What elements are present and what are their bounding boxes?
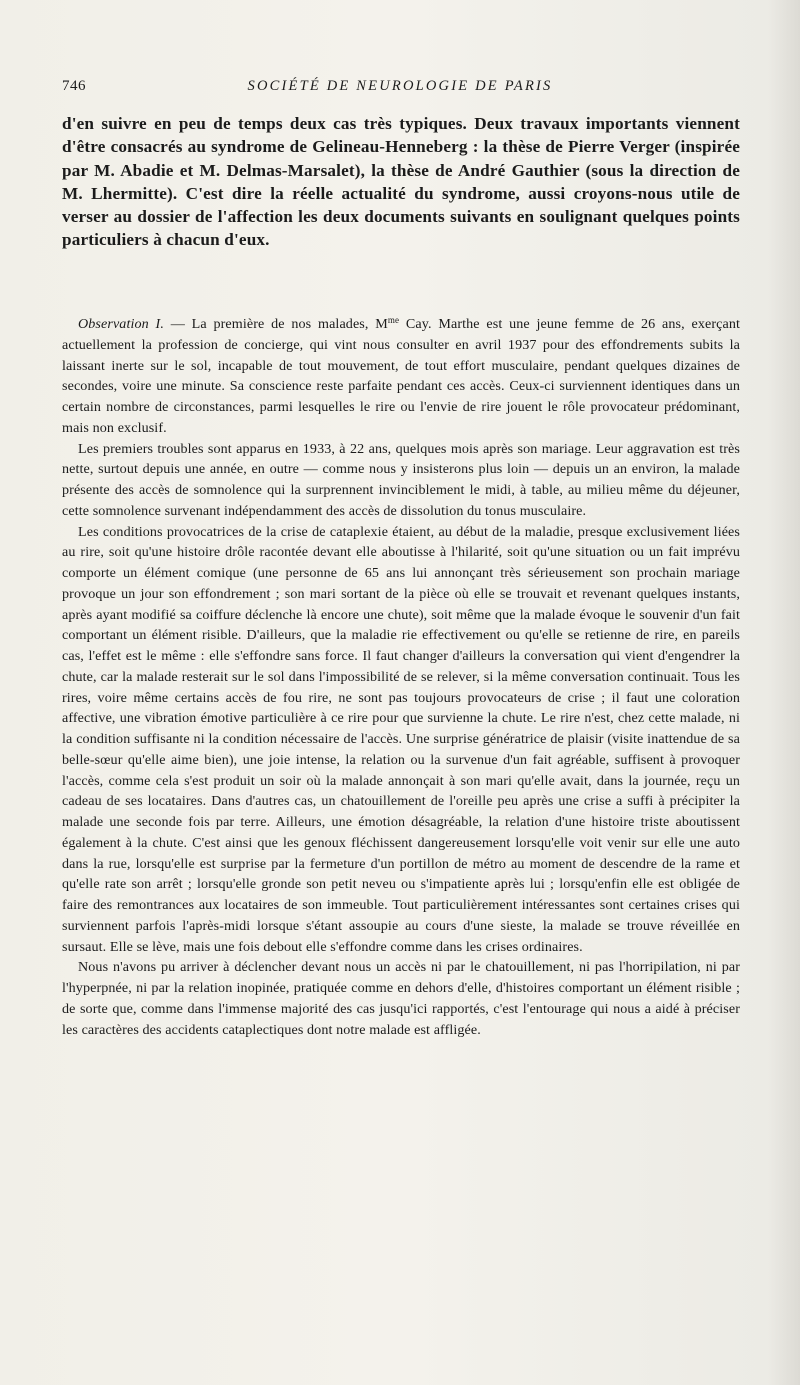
observation-first-paragraph [62,314,740,439]
observation-paragraph: Nous n'avons pu arriver à déclencher devant nous un accès ni par le chatouillement, ni pas l'horripilation, ni par l'hyperpnée, ni par la relation inopinée, pratiquée comme en dehors d'elle, d'histoires comportant un élément risible ; de sorte que, comme dans l'immense majorité des cas jusqu'ici rapportés, c'est l'entourage qui nous a aidé à préciser les caractères des accidents cataplectiques dont notre malade est affligée. [62,959,740,1038]
observation-section [62,314,740,1040]
observation-paragraph: Les conditions provocatrices de la crise de cataplexie étaient, au début de la maladie, presque exclusivement liées au rire, soit qu'une histoire drôle racontée devant elle aboutisse à l'hilarité, soit qu'une situation ou un fait imprévu comporte un élément comique (une personne de 65 ans lui annonçant très sérieusement son prochain mariage provoque un jour son effondrement ; son mari sortant de la pièce où elle se trouvait et revenant quelques instants, après ayant modifié sa coiffure déclenche là encore une chute), soit même que la malade évoque le souvenir d'un fait comportant un élément risible. D'ailleurs, que la maladie rie effectivement ou qu'elle se retienne de rire, en pareils cas, l'effet est le même : elle s'effondre sans force. Il faut changer d'ailleurs la conversation qui vient d'engendrer la chute, car la malade resterait sur le sol dans l'impossibilité de se relever, si la même conversation continuait. Tous les rires, voire même certains accès de fou rire, ne sont pas toujours provocateurs de crise ; il faut une coloration affective, une vibration émotive particulière à ce rire pour que survienne la chute. Le rire n'est, chez cette malade, ni la condition suffisante ni la condition nécessaire de l'accès. Une surprise génératrice de plaisir (visite inattendue de sa belle-sœur qu'elle aime bien), une joie intense, la relation ou la survenue d'un fait agréable, suffisent à provoquer l'accès, comme cela s'est produit un soir où la malade annonçait à son mari qu'elle avait, dans la journée, reçu un cadeau de ses locataires. Dans d'autres cas, un chatouillement de l'oreille peu après une crise a suffi à précipiter la malade une seconde fois par terre. Ailleurs, une émotion désagréable, la relation d'une histoire triste aboutissent également à la chute. C'est ainsi que les genoux fléchissent dangereusement lorsqu'elle voit venir sur elle une auto dans la rue, lorsqu'elle est surprise par la fermeture d'un portillon de métro au moment de descendre de la rame et qu'elle rate son arrêt ; lorsqu'elle gronde son petit neveu ou s'impatiente après lui ; lorsqu'enfin elle est obligée de faire des remontrances aux locataires de son immeuble. Tout particulièrement intéressantes sont certaines crises qui surviennent parfois l'après-midi lorsque s'étant assoupie au cours d'une sieste, la malade se trouve réveillée en sursaut. Elle se lève, mais une fois debout elle s'effondre comme dans les crises ordinaires. [62,523,740,955]
intro-paragraph: d'en suivre en peu de temps deux cas très typiques. Deux travaux importants viennent d'être consacrés au syndrome de Gelineau-Henneberg : la thèse de Pierre Verger (inspirée par M. Abadie et M. Delmas-Marsalet), la thèse de André Gauthier (sous la direction de M. Lhermitte). C'est dire la réelle actualité du syndrome, aussi croyons-nous utile de verser au dossier de l'affection les deux documents suivants en soulignant quelques points particuliers à chacun d'eux. [62,114,740,250]
observation-first-rest: Cay. Marthe est une jeune femme de 26 ans, exerçant actuellement la profession de concierge, qui vint nous consulter en avril 1937 pour des effondrements subits la laissant inerte sur le sol, incapable de tout mouvement, de tout effort musculaire, pendant quelques dizaines de secondes, voire une minute. Sa conscience reste parfaite pendant ces accès. Ceux-ci surviennent identiques dans un certain nombre de circonstances, parmi lesquelles le rire ou l'envie de rire jouent le rôle provocateur prédominant, mais non exclusif. [62,316,740,436]
page-header [62,78,738,100]
observation-paragraph: Les premiers troubles sont apparus en 1933, à 22 ans, quelques mois après son mariage. Leur aggravation est très nette, surtout depuis une année, en outre — comme nous y insisterons plus loin — depuis un an environ, la malade présente des accès de somnolence qui la surprennent invinciblement le midi, à table, au milieu même du déjeuner, cette somnolence survenant indépendamment des accès de dissolution du tonus musculaire. [62,440,740,519]
mme-superscript: me [387,315,400,325]
page-number: 746 [62,78,86,94]
observation-lead: — La première de nos malades, M [163,316,388,332]
observation-label: Observation I. [78,316,164,332]
running-title: SOCIÉTÉ DE NEUROLOGIE DE PARIS [247,78,553,94]
